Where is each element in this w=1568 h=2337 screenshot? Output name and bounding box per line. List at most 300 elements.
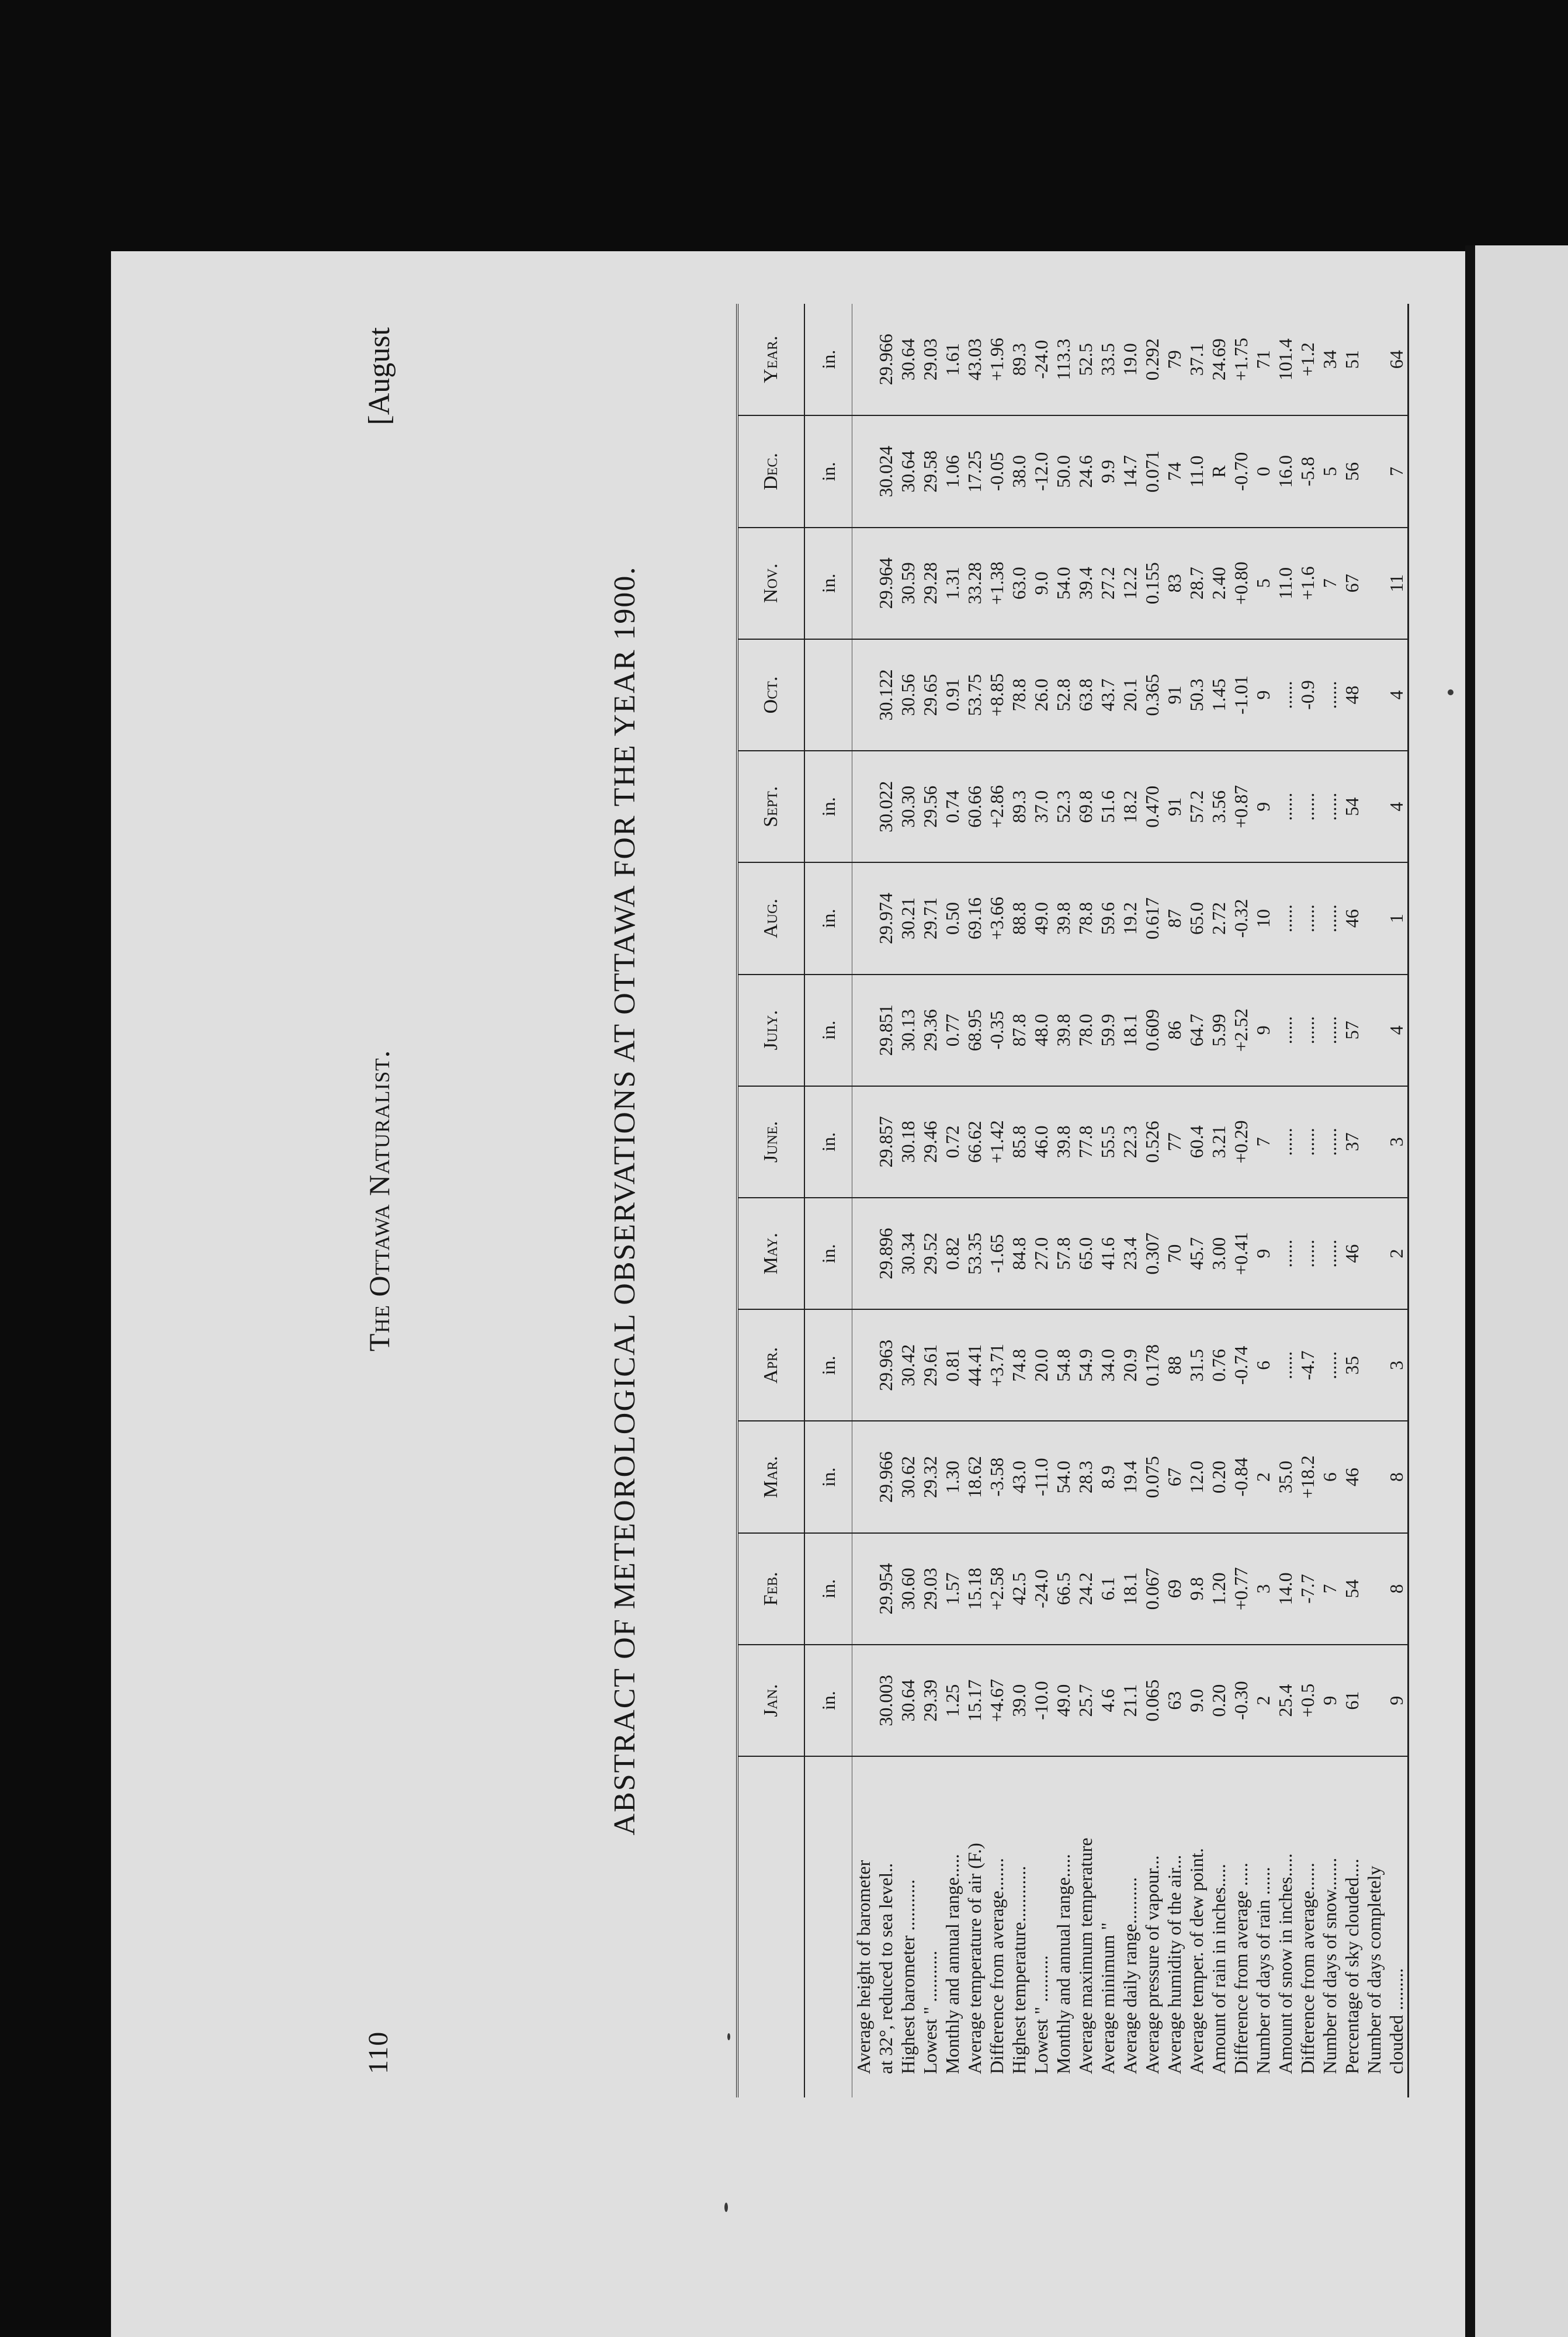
table-cell: 39.4 <box>1074 528 1097 639</box>
table-cell: 6 <box>1252 1309 1274 1421</box>
table-cell: +2.52 <box>1230 975 1252 1086</box>
table-cell: 52.3 <box>1052 751 1074 862</box>
table-cell: +8.85 <box>986 639 1008 751</box>
table-cell: 29.52 <box>919 1198 941 1309</box>
table-cell <box>852 304 875 415</box>
row-label: Lowest " .......... <box>1031 1955 1052 2074</box>
table-row <box>1363 304 1385 2097</box>
table-cell: 29.46 <box>919 1086 941 1198</box>
unit-cell: in. <box>804 528 852 639</box>
table-cell: 66.62 <box>963 1086 986 1198</box>
column-header: Jan. <box>737 1645 804 1756</box>
table-cell: 9 <box>1252 751 1274 862</box>
table-cell: 77.8 <box>1074 1086 1097 1198</box>
units-row <box>804 304 852 2097</box>
table-cell: 66.5 <box>1052 1533 1074 1645</box>
table-cell: ...... <box>1319 639 1341 751</box>
table-cell: 29.03 <box>919 304 941 415</box>
table-cell: 52.5 <box>1074 304 1097 415</box>
table-cell: 0.470 <box>1141 751 1163 862</box>
row-label: Number of days of rain ...... <box>1253 1867 1274 2074</box>
table-cell: 65.0 <box>1185 862 1208 974</box>
table-cell: 48.0 <box>1030 975 1052 1086</box>
row-label: Average minimum " <box>1097 1922 1118 2074</box>
table-cell: ...... <box>1296 1086 1319 1198</box>
unit-cell: in. <box>804 862 852 974</box>
table-cell: +1.96 <box>986 304 1008 415</box>
table-cell: 29.61 <box>919 1309 941 1421</box>
table-row <box>1052 304 1074 2097</box>
table-cell <box>852 1421 875 1533</box>
table-cell: 5 <box>1252 528 1274 639</box>
table-row <box>1341 304 1363 2097</box>
table-cell: 0.071 <box>1141 415 1163 527</box>
table-cell: 9 <box>1385 1645 1409 1756</box>
table-cell: 9.8 <box>1185 1533 1208 1645</box>
table-cell: 68.95 <box>963 975 986 1086</box>
table-cell: 69.16 <box>963 862 986 974</box>
table-cell: -0.30 <box>1230 1645 1252 1756</box>
table-row <box>1230 304 1252 2097</box>
table-cell: 74 <box>1163 415 1185 527</box>
table-cell: 21.1 <box>1119 1645 1141 1756</box>
table-cell: 39.0 <box>1008 1645 1030 1756</box>
table-row <box>1185 304 1208 2097</box>
table-cell: ...... <box>1319 751 1341 862</box>
table-cell: 0.74 <box>941 751 963 862</box>
table-cell: ...... <box>1274 975 1296 1086</box>
table-row <box>1208 304 1230 2097</box>
table-cell: 54 <box>1341 1533 1363 1645</box>
table-cell: 30.022 <box>875 751 897 862</box>
table-cell: -4.7 <box>1296 1309 1319 1421</box>
table-cell: 3 <box>1385 1086 1409 1198</box>
table-cell: 86 <box>1163 975 1185 1086</box>
table-cell: -10.0 <box>1030 1645 1052 1756</box>
table-cell: -1.65 <box>986 1198 1008 1309</box>
table-cell: +0.29 <box>1230 1086 1252 1198</box>
table-cell: -0.9 <box>1296 639 1319 751</box>
table-cell: 29.964 <box>875 528 897 639</box>
table-cell: 43.0 <box>1008 1421 1030 1533</box>
table-cell: 30.62 <box>897 1421 919 1533</box>
table-cell: 9 <box>1252 1198 1274 1309</box>
table-cell: 24.6 <box>1074 415 1097 527</box>
table-cell: 0 <box>1252 415 1274 527</box>
table-cell: 0.72 <box>941 1086 963 1198</box>
table-cell: ...... <box>1274 1309 1296 1421</box>
column-header: Oct. <box>737 639 804 751</box>
table-cell: -0.74 <box>1230 1309 1252 1421</box>
table-cell: 78.8 <box>1074 862 1097 974</box>
table-cell: 3.00 <box>1208 1198 1230 1309</box>
table-cell: 67 <box>1163 1421 1185 1533</box>
table-cell: +0.80 <box>1230 528 1252 639</box>
table-cell: 28.7 <box>1185 528 1208 639</box>
table-cell: 41.6 <box>1097 1198 1119 1309</box>
table-cell: 30.59 <box>897 528 919 639</box>
table-row <box>1296 304 1319 2097</box>
table-row <box>1319 304 1341 2097</box>
table-cell: 67 <box>1341 528 1363 639</box>
table-cell: 91 <box>1163 639 1185 751</box>
table-cell: ...... <box>1296 1198 1319 1309</box>
table-row <box>1119 304 1141 2097</box>
table-row <box>1141 304 1163 2097</box>
table-cell <box>852 1533 875 1645</box>
table-cell: 71 <box>1252 304 1274 415</box>
table-cell <box>1363 751 1385 862</box>
unit-cell: in. <box>804 1645 852 1756</box>
table-row <box>1030 304 1052 2097</box>
unit-cell: in. <box>804 1086 852 1198</box>
table-cell: 1.25 <box>941 1645 963 1756</box>
page-number: 110 <box>363 2031 394 2074</box>
table-cell: 19.2 <box>1119 862 1141 974</box>
table-cell: 87.8 <box>1008 975 1030 1086</box>
table-cell: 63.0 <box>1008 528 1030 639</box>
table-cell: 54.9 <box>1074 1309 1097 1421</box>
table-cell: +0.77 <box>1230 1533 1252 1645</box>
table-cell: 29.65 <box>919 639 941 751</box>
table-cell: 49.0 <box>1030 862 1052 974</box>
column-header: Year. <box>737 304 804 415</box>
table-cell: 63.8 <box>1074 639 1097 751</box>
table-cell: 0.20 <box>1208 1645 1230 1756</box>
column-header: Feb. <box>737 1533 804 1645</box>
row-label: Average humidity of the air... <box>1164 1854 1185 2074</box>
table-cell: -12.0 <box>1030 415 1052 527</box>
table-cell: 88 <box>1163 1309 1185 1421</box>
table-cell: 2 <box>1385 1198 1409 1309</box>
table-cell: +2.86 <box>986 751 1008 862</box>
table-cell: 39.8 <box>1052 862 1074 974</box>
table-cell: 4 <box>1385 975 1409 1086</box>
row-label: Average temperature of air (F.) <box>964 1843 985 2074</box>
table-cell: 59.6 <box>1097 862 1119 974</box>
table-cell <box>1363 1645 1385 1756</box>
table-row <box>1163 304 1185 2097</box>
table-cell <box>1363 1198 1385 1309</box>
unit-cell: in. <box>804 975 852 1086</box>
table-row <box>1097 304 1119 2097</box>
row-label: Lowest " ........... <box>920 1950 941 2074</box>
table-cell: +1.42 <box>986 1086 1008 1198</box>
table-cell: 79 <box>1163 304 1185 415</box>
table-cell: 0.292 <box>1141 304 1163 415</box>
table-cell: 4.6 <box>1097 1645 1119 1756</box>
table-cell: 49.0 <box>1052 1645 1074 1756</box>
unit-cell: in. <box>804 1533 852 1645</box>
row-label: Highest temperature............ <box>1008 1866 1029 2074</box>
table-cell: 18.1 <box>1119 1533 1141 1645</box>
table-cell: 5 <box>1319 415 1341 527</box>
table-cell: +3.71 <box>986 1309 1008 1421</box>
table-cell <box>1363 415 1385 527</box>
table-cell: 29.857 <box>875 1086 897 1198</box>
table-cell: 0.82 <box>941 1198 963 1309</box>
column-header: Sept. <box>737 751 804 862</box>
table-cell: -0.32 <box>1230 862 1252 974</box>
table-cell: 1 <box>1385 862 1409 974</box>
table-cell: ...... <box>1274 862 1296 974</box>
table-cell <box>852 1086 875 1198</box>
table-cell: 74.8 <box>1008 1309 1030 1421</box>
table-cell: ...... <box>1319 975 1341 1086</box>
table-cell: 18.1 <box>1119 975 1141 1086</box>
table-cell: 53.35 <box>963 1198 986 1309</box>
table-cell: 27.0 <box>1030 1198 1052 1309</box>
column-header: Apr. <box>737 1309 804 1421</box>
column-header: May. <box>737 1198 804 1309</box>
column-header: Dec. <box>737 415 804 527</box>
table-cell: 87 <box>1163 862 1185 974</box>
table-cell: 54.0 <box>1052 1421 1074 1533</box>
table-cell: 30.64 <box>897 1645 919 1756</box>
table-cell: 89.3 <box>1008 304 1030 415</box>
column-header: Nov. <box>737 528 804 639</box>
table-cell: 29.56 <box>919 751 941 862</box>
table-cell: 9 <box>1319 1645 1341 1756</box>
table-row <box>963 304 986 2097</box>
table-cell <box>1363 1533 1385 1645</box>
table-cell: 2.72 <box>1208 862 1230 974</box>
table-cell: 29.896 <box>875 1198 897 1309</box>
table-cell: 35 <box>1341 1309 1363 1421</box>
table-cell: 1.31 <box>941 528 963 639</box>
table-cell: 30.56 <box>897 639 919 751</box>
table-cell: 57.2 <box>1185 751 1208 862</box>
table-cell: +2.58 <box>986 1533 1008 1645</box>
table-cell: 1.20 <box>1208 1533 1230 1645</box>
table-cell <box>852 415 875 527</box>
table-cell: 33.5 <box>1097 304 1119 415</box>
label-header <box>737 1756 804 2097</box>
table-cell: 30.42 <box>897 1309 919 1421</box>
row-label: clouded ......... <box>1386 1968 1407 2074</box>
table-cell: 22.3 <box>1119 1086 1141 1198</box>
table-cell: 0.20 <box>1208 1421 1230 1533</box>
table-cell: 59.9 <box>1097 975 1119 1086</box>
table-cell: 0.075 <box>1141 1421 1163 1533</box>
table-cell: 0.617 <box>1141 862 1163 974</box>
table-cell: 37.0 <box>1030 751 1052 862</box>
table-cell: 15.17 <box>963 1645 986 1756</box>
table-cell <box>852 862 875 974</box>
table-cell: 55.5 <box>1097 1086 1119 1198</box>
table-cell: 35.0 <box>1274 1421 1296 1533</box>
table-cell: 1.30 <box>941 1421 963 1533</box>
table-cell: 38.0 <box>1008 415 1030 527</box>
table-cell: 26.0 <box>1030 639 1052 751</box>
table-cell: 33.28 <box>963 528 986 639</box>
row-label: Monthly and annual range..... <box>942 1854 963 2074</box>
table-row <box>1385 304 1409 2097</box>
table-cell: +3.66 <box>986 862 1008 974</box>
table-cell: 29.851 <box>875 975 897 1086</box>
table-cell: 10 <box>1252 862 1274 974</box>
table-cell: 69 <box>1163 1533 1185 1645</box>
table-cell: 78.0 <box>1074 975 1097 1086</box>
unit-cell: in. <box>804 304 852 415</box>
table-cell: 34.0 <box>1097 1309 1119 1421</box>
table-cell: 3 <box>1385 1309 1409 1421</box>
table-cell: ...... <box>1274 1086 1296 1198</box>
table-cell: 5.99 <box>1208 975 1230 1086</box>
row-label: Average temper. of dew point. <box>1186 1848 1207 2074</box>
table-cell: ...... <box>1319 1309 1341 1421</box>
table-cell <box>1363 528 1385 639</box>
table-cell: ...... <box>1319 1086 1341 1198</box>
row-label: Percentage of sky clouded.... <box>1341 1858 1362 2074</box>
table-row <box>852 304 875 2097</box>
table-cell: 7 <box>1385 415 1409 527</box>
table-cell: 52.8 <box>1052 639 1074 751</box>
unit-cell: in. <box>804 415 852 527</box>
table-cell: 39.8 <box>1052 975 1074 1086</box>
row-label: Monthly and annual range..... <box>1053 1854 1074 2074</box>
table-cell: 29.71 <box>919 862 941 974</box>
unit-cell: in. <box>804 751 852 862</box>
table-cell: 89.3 <box>1008 751 1030 862</box>
table-cell: 12.0 <box>1185 1421 1208 1533</box>
table-cell: 44.41 <box>963 1309 986 1421</box>
table-cell: 54 <box>1341 751 1363 862</box>
table-cell: +1.6 <box>1296 528 1319 639</box>
table-cell: 64.7 <box>1185 975 1208 1086</box>
table-cell: +4.67 <box>986 1645 1008 1756</box>
unit-cell: in. <box>804 1309 852 1421</box>
table-cell: -3.58 <box>986 1421 1008 1533</box>
table-cell: 9.0 <box>1030 528 1052 639</box>
table-cell: 50.3 <box>1185 639 1208 751</box>
table-cell: 61 <box>1341 1645 1363 1756</box>
table-cell: -11.0 <box>1030 1421 1052 1533</box>
table-cell: 6 <box>1319 1421 1341 1533</box>
table-cell: 14.7 <box>1119 415 1141 527</box>
row-label: Amount of rain in inches..... <box>1208 1864 1229 2074</box>
table-cell <box>1363 1421 1385 1533</box>
table-cell: -0.05 <box>986 415 1008 527</box>
table-cell: 46 <box>1341 1421 1363 1533</box>
table-cell: 65.0 <box>1074 1198 1097 1309</box>
table-cell: -24.0 <box>1030 1533 1052 1645</box>
table-cell: ...... <box>1319 1198 1341 1309</box>
table-cell: 29.954 <box>875 1533 897 1645</box>
table-cell: 9.9 <box>1097 415 1119 527</box>
table-cell: 91 <box>1163 751 1185 862</box>
table-cell: 85.8 <box>1008 1086 1030 1198</box>
table-cell: 9 <box>1252 639 1274 751</box>
table-cell: 9 <box>1252 975 1274 1086</box>
table-cell <box>1363 862 1385 974</box>
table-cell: 0.065 <box>1141 1645 1163 1756</box>
table-cell: 53.75 <box>963 639 986 751</box>
column-header: July. <box>737 975 804 1086</box>
table-cell: ...... <box>1319 862 1341 974</box>
table-cell: 30.122 <box>875 639 897 751</box>
table-cell: 34 <box>1319 304 1341 415</box>
table-cell: 29.963 <box>875 1309 897 1421</box>
table-title: ABSTRACT OF METEOROLOGICAL OBSERVATIONS AT OTTAWA FOR THE YEAR 1900. <box>608 566 641 1836</box>
table-cell: 14.0 <box>1274 1533 1296 1645</box>
table-cell: +1.75 <box>1230 304 1252 415</box>
table-cell: 29.32 <box>919 1421 941 1533</box>
table-cell: 29.974 <box>875 862 897 974</box>
table-cell: 0.76 <box>1208 1309 1230 1421</box>
table-cell: 42.5 <box>1008 1533 1030 1645</box>
table-cell: 19.0 <box>1119 304 1141 415</box>
table-cell: 8 <box>1385 1533 1409 1645</box>
table-cell <box>852 528 875 639</box>
table-cell <box>1363 1086 1385 1198</box>
table-cell: -7.7 <box>1296 1533 1319 1645</box>
table-cell: 27.2 <box>1097 528 1119 639</box>
table-cell: 51.6 <box>1097 751 1119 862</box>
table-cell: 25.4 <box>1274 1645 1296 1756</box>
table-cell: 20.1 <box>1119 639 1141 751</box>
table-cell <box>1363 975 1385 1086</box>
table-cell: -1.01 <box>1230 639 1252 751</box>
table-cell: 19.4 <box>1119 1421 1141 1533</box>
table-cell: 83 <box>1163 528 1185 639</box>
table-cell: 20.0 <box>1030 1309 1052 1421</box>
table-cell: 29.39 <box>919 1645 941 1756</box>
table-cell: 1.45 <box>1208 639 1230 751</box>
table-cell: 37.1 <box>1185 304 1208 415</box>
unit-cell <box>804 639 852 751</box>
table-cell: 30.64 <box>897 415 919 527</box>
table-cell: 46.0 <box>1030 1086 1052 1198</box>
table-cell: 11.0 <box>1185 415 1208 527</box>
table-cell: ...... <box>1274 1198 1296 1309</box>
row-label: Difference from average....... <box>986 1858 1007 2074</box>
table-cell: 113.3 <box>1052 304 1074 415</box>
table-cell: 15.18 <box>963 1533 986 1645</box>
table-row <box>941 304 963 2097</box>
table-cell: 30.64 <box>897 304 919 415</box>
table-cell: ...... <box>1296 975 1319 1086</box>
table-cell: 30.34 <box>897 1198 919 1309</box>
table-cell: 51 <box>1341 304 1363 415</box>
table-cell: 0.609 <box>1141 975 1163 1086</box>
table-cell: 30.13 <box>897 975 919 1086</box>
table-cell: 29.03 <box>919 1533 941 1645</box>
table-row <box>1274 304 1296 2097</box>
table-cell: 23.4 <box>1119 1198 1141 1309</box>
table-cell <box>852 1309 875 1421</box>
table-cell: 9.0 <box>1185 1645 1208 1756</box>
table-cell: 29.966 <box>875 1421 897 1533</box>
table-cell: 1.57 <box>941 1533 963 1645</box>
table-cell: 39.8 <box>1052 1086 1074 1198</box>
table-cell: 30.003 <box>875 1645 897 1756</box>
table-cell: 54.0 <box>1052 528 1074 639</box>
table-cell: 56 <box>1341 415 1363 527</box>
table-cell: 60.66 <box>963 751 986 862</box>
unit-cell: in. <box>804 1198 852 1309</box>
table-cell: 17.25 <box>963 415 986 527</box>
table-cell: 25.7 <box>1074 1645 1097 1756</box>
column-header: June. <box>737 1086 804 1198</box>
table-cell: 20.9 <box>1119 1309 1141 1421</box>
rotated-page-content <box>315 304 1568 2097</box>
table-cell: ...... <box>1274 751 1296 862</box>
table-cell: ...... <box>1296 862 1319 974</box>
table-cell: 101.4 <box>1274 304 1296 415</box>
row-label: Average pressure of vapour... <box>1142 1855 1163 2074</box>
table-cell <box>1363 639 1385 751</box>
